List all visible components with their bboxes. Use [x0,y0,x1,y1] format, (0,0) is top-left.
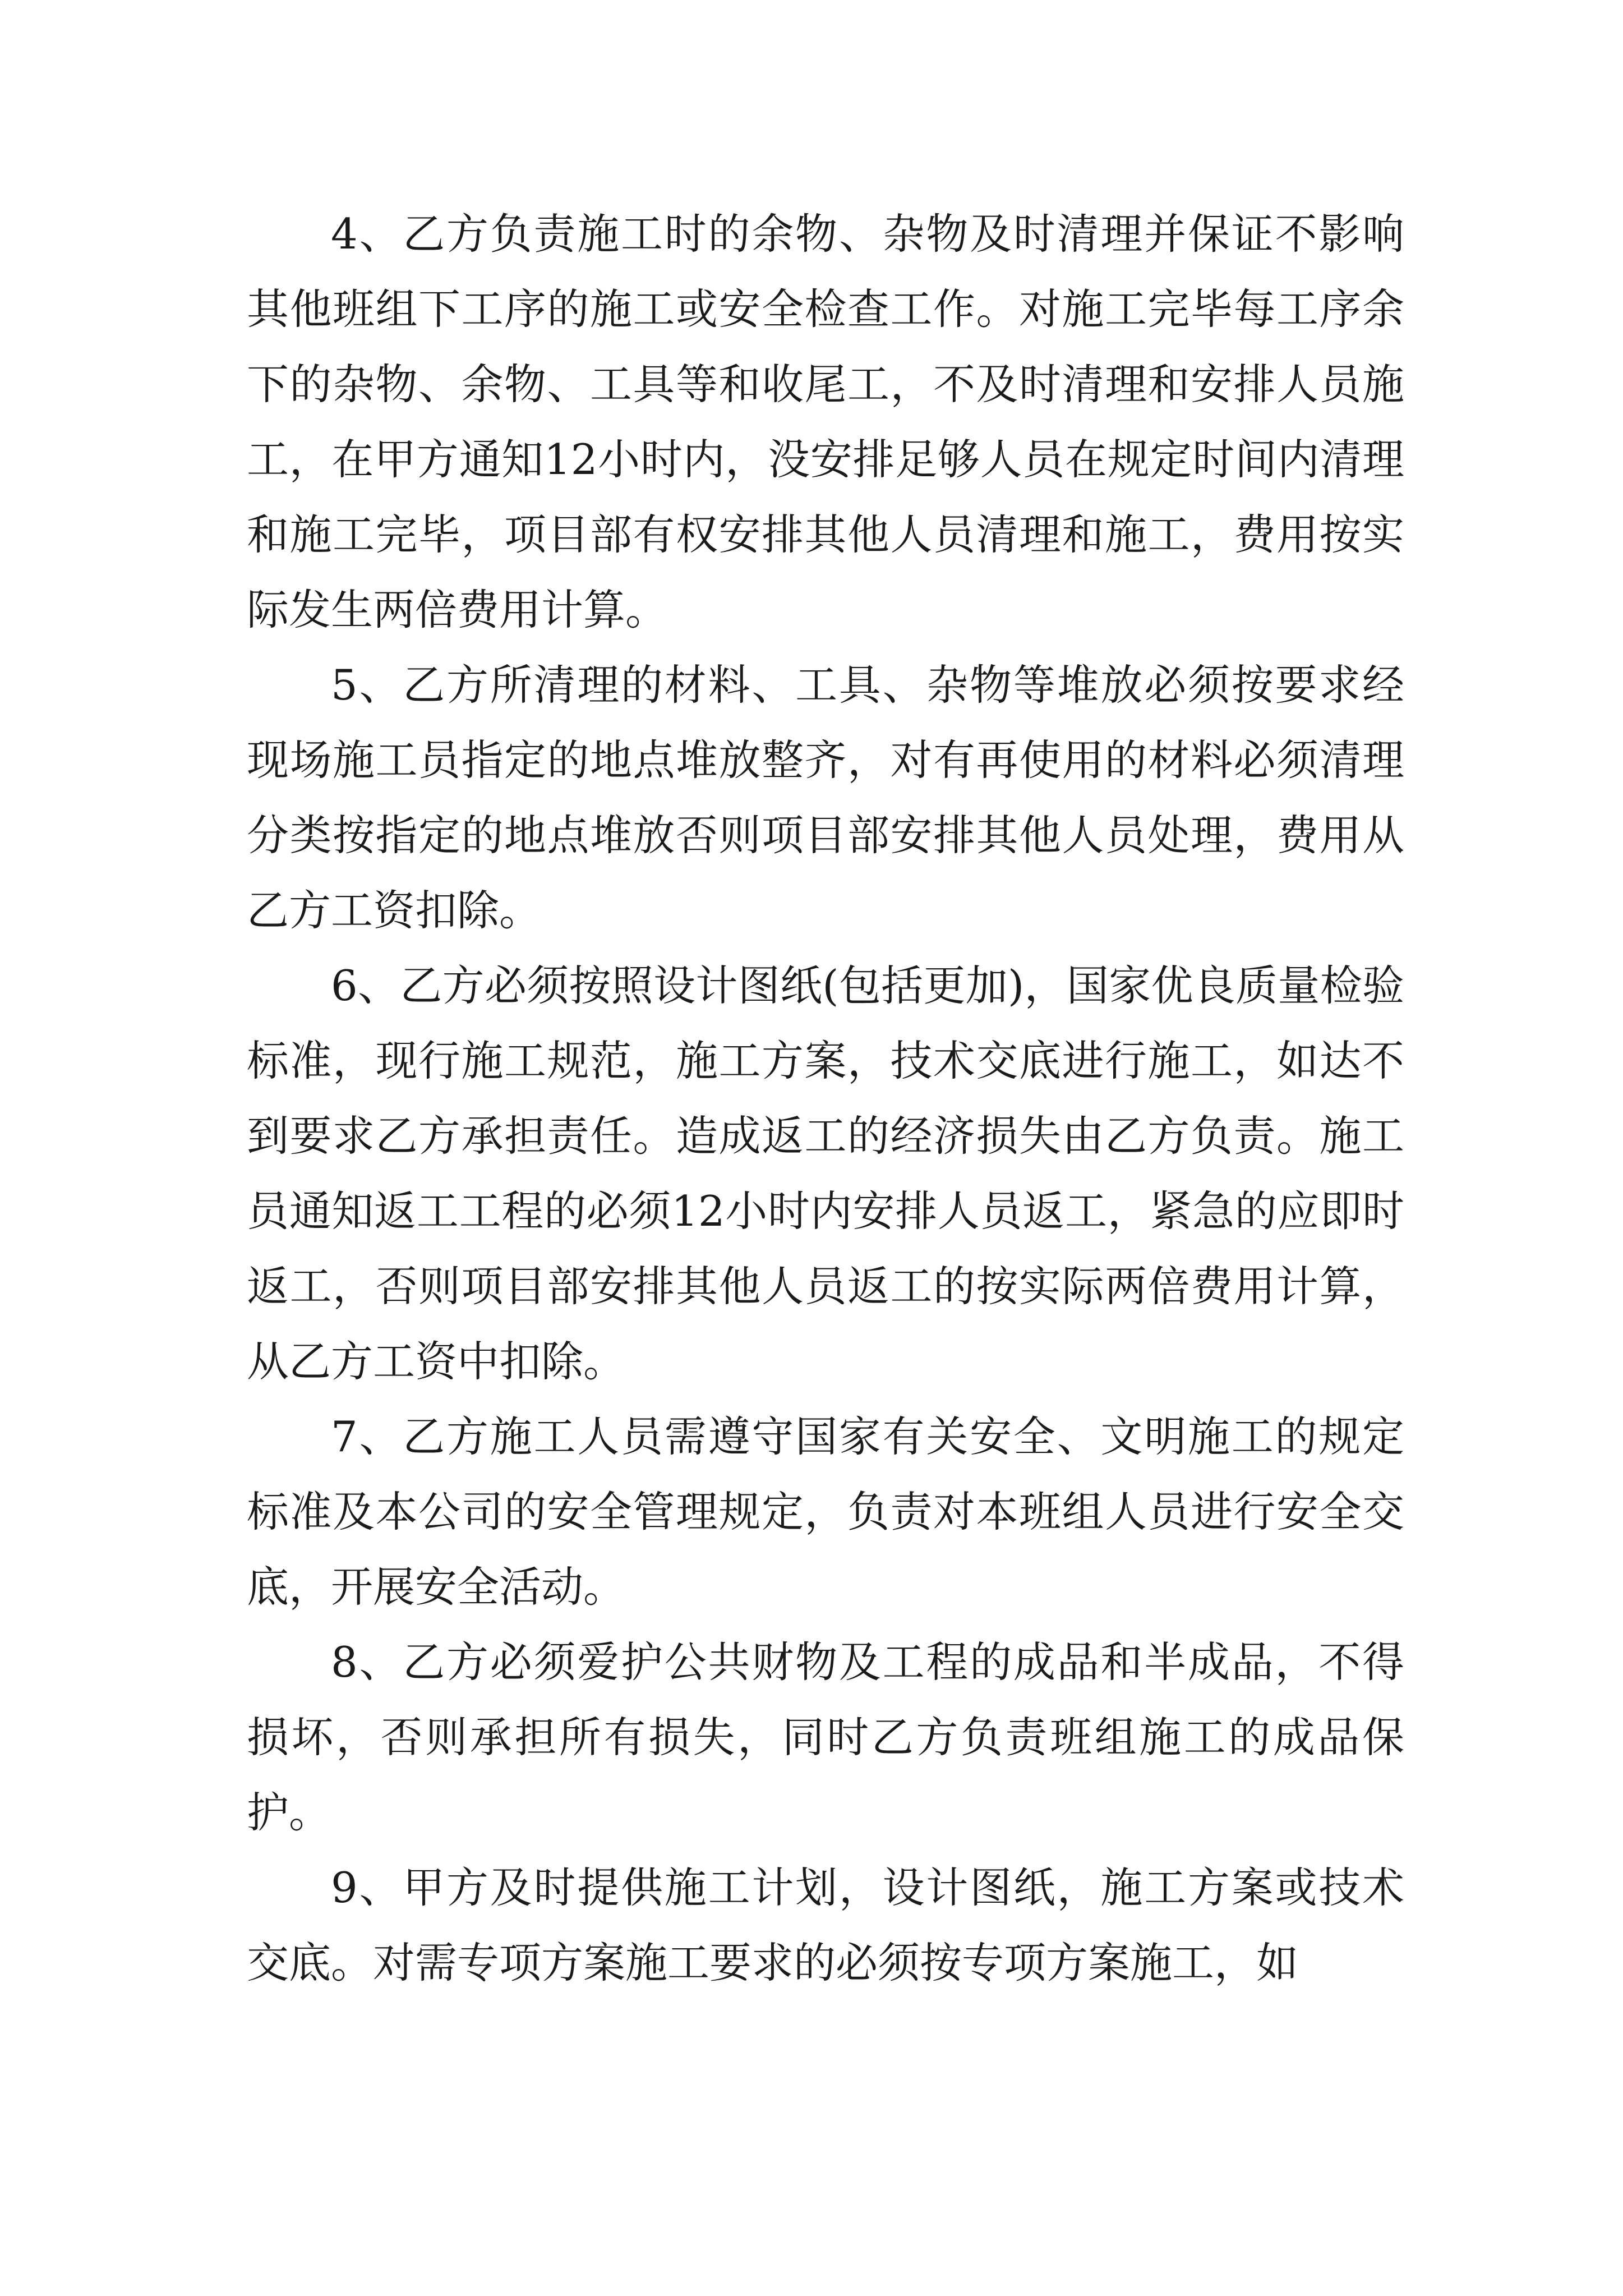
clause-8-paragraph: 8、乙方必须爱护公共财物及工程的成品和半成品，不得损坏，否则承担所有损失，同时乙方负责班组施工的成品保护。 [247,1637,1404,1837]
clause-7-paragraph: 7、乙方施工人员需遵守国家有关安全、文明施工的规定标准及本公司的安全管理规定，负责对本班组人员进行安全交底，开展安全活动。 [247,1412,1404,1612]
clause-6-paragraph: 6、乙方必须按照设计图纸(包括更加)，国家优良质量检验标准，现行施工规范，施工方案，技术交底进行施工，如达不到要求乙方承担责任。造成返工的经济损失由乙方负责。施工员通知返工工程的必须12小时内安排人员返工，紧急的应即时返工，否则项目部安排其他人员返工的按实际两倍费用计算，从乙方工资中扣除。 [247,961,1404,1386]
clause-4-paragraph: 4、乙方负责施工时的余物、杂物及时清理并保证不影响其他班组下工序的施工或安全检查工作。对施工完毕每工序余下的杂物、余物、工具等和收尾工，不及时清理和安排人员施工，在甲方通知12小时内，没安排足够人员在规定时间内清理和施工完毕，项目部有权安排其他人员清理和施工，费用按实际发生两倍费用计算。 [247,209,1404,634]
document-page [247,196,1404,2000]
clause-5-paragraph: 5、乙方所清理的材料、工具、杂物等堆放必须按要求经现场施工员指定的地点堆放整齐，对有再使用的材料必须清理分类按指定的地点堆放否则项目部安排其他人员处理，费用从乙方工资扣除。 [247,660,1404,935]
clause-9-paragraph: 9、甲方及时提供施工计划，设计图纸，施工方案或技术交底。对需专项方案施工要求的必须按专项方案施工，如 [247,1863,1404,1987]
